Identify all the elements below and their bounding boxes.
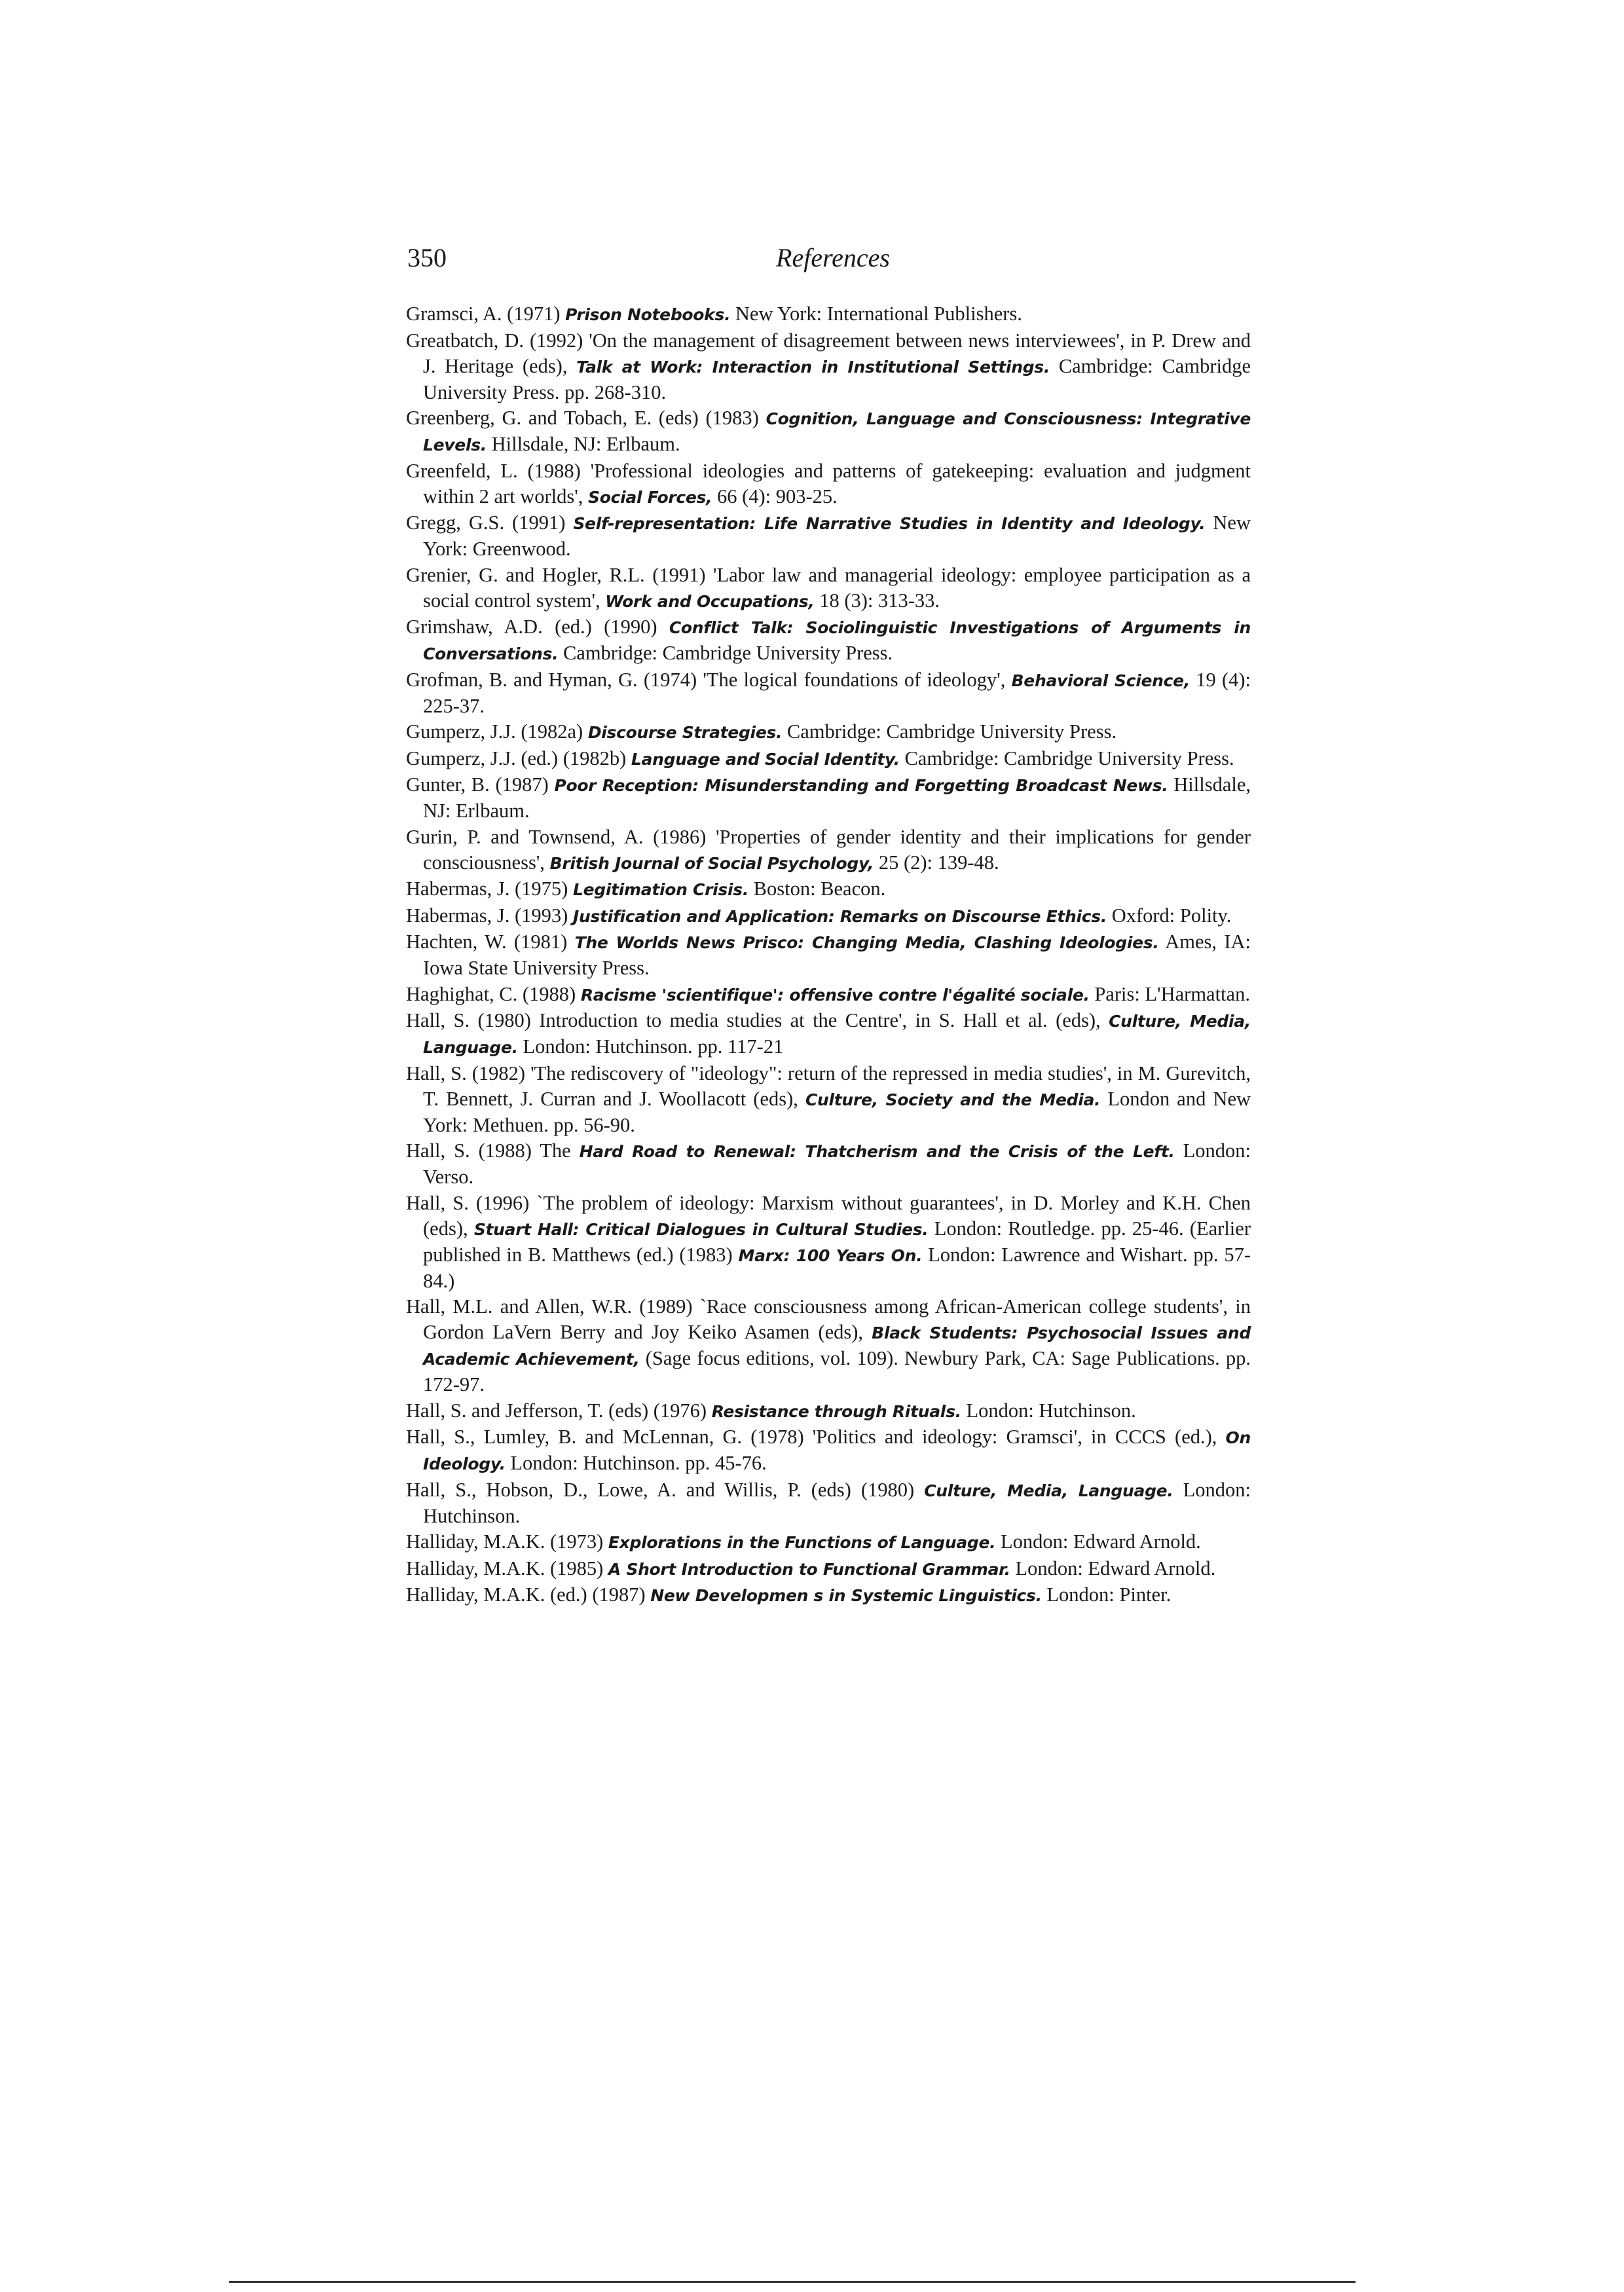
reference-text: Hall, S., Hobson, D., Lowe, A. and Willis, P. (eds) (1980) — [406, 1478, 925, 1501]
reference-title: New Developmen s in Systemic Linguistics. — [650, 1586, 1042, 1605]
reference-text: Boston: Beacon. — [748, 878, 886, 900]
reference-title: Racisme 'scientifique': offensive contre l'égalité sociale. — [580, 985, 1090, 1005]
reference-text: Gurin, P. and Townsend, A. (1986) 'Properties of gender identity and their implications for gender consciousness', — [406, 825, 1251, 874]
reference-text: Cambridge: Cambridge University Press. — [782, 720, 1117, 743]
reference-text: Gumperz, J.J. (1982a) — [406, 720, 588, 743]
reference-text: Grofman, B. and Hyman, G. (1974) 'The logical foundations of ideology', — [406, 668, 1012, 691]
reference-text: Hillsdale, NJ: Erlbaum. — [423, 773, 1251, 822]
reference-text: London: Lawrence and Wishart. pp. 57-84.) — [423, 1243, 1251, 1292]
reference-title: Language and Social Identity. — [631, 749, 900, 769]
reference-entry — [406, 563, 1251, 614]
reference-text: Greenberg, G. and Tobach, E. (eds) (1983) — [406, 407, 766, 429]
reference-text: Gunter, B. (1987) — [406, 773, 555, 796]
reference-text: Hall, S., Lumley, B. and McLennan, G. (1978) 'Politics and ideology: Gramsci', in CCCS (ed.), — [406, 1426, 1226, 1448]
reference-text: Oxford: Polity. — [1107, 904, 1232, 927]
reference-text: 25 (2): 139-48. — [874, 851, 999, 874]
reference-title: Marx: 100 Years On. — [738, 1246, 923, 1265]
reference-entry — [406, 1556, 1251, 1582]
reference-text: Habermas, J. (1975) — [406, 878, 573, 900]
reference-text: Grenier, G. and Hogler, R.L. (1991) 'Labor law and managerial ideology: employee participation as a social control system', — [406, 563, 1251, 612]
reference-text: 66 (4): 903-25. — [712, 485, 838, 508]
reference-text: (Sage focus editions, vol. 109). Newbury Park, CA: Sage Publications. pp. 172-97. — [423, 1347, 1251, 1396]
reference-title: Discourse Strategies. — [587, 723, 783, 742]
reference-text: London and New York: Methuen. pp. 56-90. — [423, 1087, 1251, 1136]
reference-text: Haghighat, C. (1988) — [406, 982, 581, 1005]
reference-text: London: Edward Arnold. — [995, 1530, 1201, 1553]
reference-entry — [406, 1424, 1251, 1477]
reference-entry — [406, 458, 1251, 510]
reference-text: Gregg, G.S. (1991) — [406, 511, 574, 534]
reference-title: Behavioral Science, — [1011, 671, 1190, 690]
reference-title: The Worlds News Prisco: Changing Media, Clashing Ideologies. — [574, 933, 1159, 952]
reference-text: Hall, S. (1988) The — [406, 1139, 580, 1162]
reference-text: New York: Greenwood. — [423, 511, 1251, 560]
running-title: References — [776, 243, 890, 272]
reference-text: Hall, S. (1980) Introduction to media studies at the Centre', in S. Hall et al. (eds), — [406, 1009, 1109, 1031]
reference-entry — [406, 903, 1251, 929]
reference-title: On Ideology. — [423, 1428, 1251, 1473]
reference-entry — [406, 667, 1251, 719]
reference-title: Prison Notebooks. — [565, 305, 731, 324]
reference-entry — [406, 1582, 1251, 1608]
reference-title: Resistance through Rituals. — [711, 1401, 961, 1421]
reference-title: A Short Introduction to Functional Grammar. — [608, 1559, 1010, 1579]
reference-entry — [406, 510, 1251, 562]
reference-entry — [406, 824, 1251, 876]
reference-title: British Journal of Social Psychology, — [549, 853, 874, 873]
reference-text: Gumperz, J.J. (ed.) (1982b) — [406, 747, 631, 769]
reference-text: Halliday, M.A.K. (1973) — [406, 1530, 608, 1553]
reference-text: Ames, IA: Iowa State University Press. — [423, 931, 1251, 979]
reference-title: Justification and Application: Remarks on Discourse Ethics. — [572, 906, 1107, 926]
reference-list — [406, 301, 1251, 1609]
reference-entry — [406, 1398, 1251, 1424]
reference-entry — [406, 1529, 1251, 1555]
reference-text: Hall, S. and Jefferson, T. (eds) (1976) — [406, 1399, 712, 1422]
reference-text: 19 (4): 225-37. — [423, 668, 1251, 717]
reference-entry — [406, 746, 1251, 772]
reference-text: Grimshaw, A.D. (ed.) (1990) — [406, 616, 669, 638]
footer-rule — [229, 2281, 1356, 2283]
reference-text: Hall, M.L. and Allen, W.R. (1989) `Race consciousness among African-American college students', in Gordon LaVern Berry and Joy Keiko Asamen (eds), — [406, 1295, 1251, 1343]
reference-text: New York: International Publishers. — [730, 303, 1022, 325]
reference-text: London: Pinter. — [1041, 1583, 1172, 1606]
reference-title: Conflict Talk: Sociolinguistic Investigations of Arguments in Conversations. — [423, 618, 1251, 663]
reference-text: Cambridge: Cambridge University Press. — [899, 747, 1234, 769]
reference-entry — [406, 719, 1251, 745]
reference-text: London: Hutchinson. — [961, 1399, 1136, 1422]
reference-text: Paris: L'Harmattan. — [1089, 982, 1250, 1005]
reference-title: Work and Occupations, — [605, 591, 815, 611]
reference-entry — [406, 1061, 1251, 1138]
reference-entry — [406, 1138, 1251, 1190]
reference-text: Habermas, J. (1993) — [406, 904, 573, 927]
reference-entry — [406, 614, 1251, 667]
reference-entry — [406, 1191, 1251, 1294]
reference-text: London: Verso. — [423, 1139, 1251, 1188]
reference-text: Greatbatch, D. (1992) 'On the management of disagreement between news interviewees', in P. Drew and J. Heritage (eds), — [406, 329, 1251, 377]
reference-title: Social Forces, — [588, 487, 712, 507]
reference-title: Hard Road to Renewal: Thatcherism and the Crisis of the Left. — [579, 1142, 1175, 1161]
reference-title: Culture, Media, Language. — [924, 1481, 1173, 1500]
reference-text: London: Hutchinson. — [423, 1478, 1251, 1527]
reference-entry — [406, 876, 1251, 902]
reference-text: Halliday, M.A.K. (ed.) (1987) — [406, 1583, 651, 1606]
page-header — [407, 238, 1259, 278]
reference-entry — [406, 772, 1251, 824]
reference-title: Stuart Hall: Critical Dialogues in Cultural Studies. — [473, 1219, 929, 1239]
reference-entry — [406, 301, 1251, 327]
reference-entry — [406, 1008, 1251, 1060]
reference-title: Self-representation: Life Narrative Studies in Identity and Ideology. — [573, 514, 1206, 533]
reference-entry — [406, 929, 1251, 981]
reference-title: Culture, Society and the Media. — [805, 1090, 1101, 1109]
reference-entry — [406, 1477, 1251, 1529]
reference-text: Hachten, W. (1981) — [406, 931, 575, 953]
reference-text: London: Hutchinson. pp. 45-76. — [505, 1452, 767, 1474]
reference-title: Black Students: Psychosocial Issues and Academic Achievement, — [423, 1323, 1251, 1369]
reference-text: London: Hutchinson. pp. 117-21 — [517, 1035, 784, 1058]
reference-title: Poor Reception: Misunderstanding and Forgetting Broadcast News. — [554, 776, 1168, 795]
reference-title: Talk at Work: Interaction in Institutional Settings. — [576, 357, 1050, 377]
reference-entry — [406, 405, 1251, 458]
page-number: 350 — [407, 243, 447, 272]
reference-text: London: Edward Arnold. — [1010, 1557, 1216, 1580]
reference-title: Explorations in the Functions of Language. — [608, 1533, 996, 1552]
reference-text: Hall, S. (1982) 'The rediscovery of "ideology": return of the repressed in media studies', in M. Gurevitch, T. Bennett, J. Curran and J. Woollacott (eds), — [406, 1062, 1251, 1110]
reference-text: Hillsdale, NJ: Erlbaum. — [487, 433, 680, 455]
reference-text: Cambridge: Cambridge University Press. pp. 268-310. — [423, 354, 1251, 403]
reference-text: Halliday, M.A.K. (1985) — [406, 1557, 608, 1580]
reference-text: Hall, S. (1996) `The problem of ideology: Marxism without guarantees', in D. Morley and K.H. Chen (eds), — [406, 1191, 1251, 1240]
reference-text: Gramsci, A. (1971) — [406, 303, 566, 325]
reference-text: Greenfeld, L. (1988) 'Professional ideologies and patterns of gatekeeping: evaluation and judgment within 2 art worlds', — [406, 459, 1251, 508]
reference-title: Cognition, Language and Consciousness: Integrative Levels. — [423, 409, 1251, 454]
reference-title: Legitimation Crisis. — [572, 880, 749, 899]
reference-title: Culture, Media, Language. — [423, 1012, 1251, 1057]
reference-entry — [406, 982, 1251, 1008]
reference-entry — [406, 328, 1251, 405]
reference-text: Cambridge: Cambridge University Press. — [558, 642, 893, 664]
reference-text: London: Routledge. pp. 25-46. (Earlier published in B. Matthews (ed.) (1983) — [423, 1217, 1251, 1266]
reference-text: 18 (3): 313-33. — [814, 589, 940, 612]
reference-entry — [406, 1294, 1251, 1397]
